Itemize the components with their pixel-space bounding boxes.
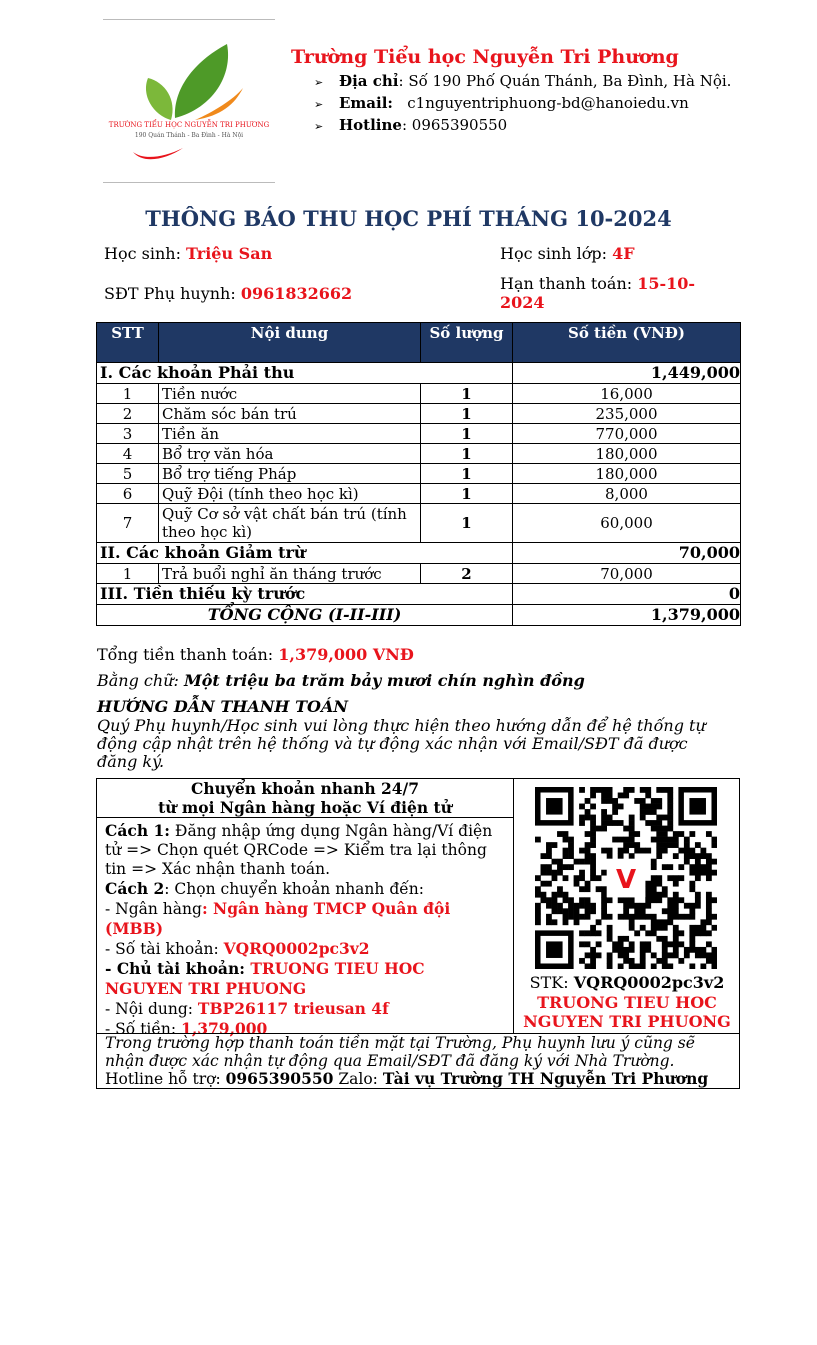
table-row	[97, 424, 741, 444]
row-name: Tiền nước	[159, 384, 421, 404]
row-stt: 5	[97, 464, 159, 484]
student-class: 4F	[612, 244, 635, 263]
owner-value: TRUONG TIEU HOC NGUYEN TRI PHUONG	[105, 959, 425, 998]
col-qty: Số lượng	[421, 323, 513, 363]
arrow-bullet-icon: ➢	[314, 98, 324, 111]
transfer-steps	[105, 821, 507, 1039]
section-total: 1,449,000	[513, 363, 741, 384]
transfer-header-line1: Chuyển khoản nhanh 24/7	[191, 779, 419, 798]
row-name: Quỹ Đội (tính theo học kì)	[159, 484, 421, 504]
total-payment-value: 1,379,000 VNĐ	[278, 645, 414, 664]
due-date-label: Hạn thanh toán:	[500, 274, 638, 293]
arrow-bullet-icon: ➢	[314, 76, 324, 89]
row-stt: 7	[97, 504, 159, 543]
section-label: II. Các khoản Giảm trừ	[97, 543, 513, 564]
owner-line	[105, 959, 507, 999]
logo-subtext: 190 Quán Thánh - Ba Đình - Hà Nội	[134, 132, 244, 139]
school-logo	[103, 19, 275, 183]
hotline-support-label: Hotline hỗ trợ:	[105, 1070, 226, 1088]
table-row	[97, 404, 741, 424]
qr-account-line	[514, 973, 740, 993]
svg-text:V: V	[615, 865, 637, 895]
row-stt: 3	[97, 424, 159, 444]
table-row	[97, 444, 741, 464]
address-line	[314, 72, 731, 90]
table-row	[97, 504, 741, 543]
amount-value: 1,379,000	[181, 1019, 268, 1038]
row-amount: 235,000	[513, 404, 741, 424]
qr-stk-value: VQRQ0002pc3v2	[573, 973, 725, 992]
hotline-value: : 0965390550	[401, 116, 508, 134]
parent-phone: 0961832662	[240, 284, 353, 303]
hotline-support-value: 0965390550	[225, 1069, 334, 1088]
step-1	[105, 821, 507, 879]
row-stt: 1	[97, 384, 159, 404]
row-amount: 70,000	[513, 564, 741, 584]
hotline-label: Hotline	[339, 116, 402, 134]
row-qty: 1	[421, 424, 513, 444]
table-row	[97, 384, 741, 404]
section-total: 70,000	[513, 543, 741, 564]
student-name: Triệu San	[186, 244, 273, 263]
row-amount: 16,000	[513, 384, 741, 404]
row-stt: 4	[97, 444, 159, 464]
account-value: VQRQ0002pc3v2	[223, 939, 370, 958]
qr-owner: TRUONG TIEU HOC NGUYEN TRI PHUONG	[523, 992, 731, 1031]
section-total: 0	[513, 584, 741, 605]
hotline-line	[314, 116, 507, 134]
bank-line	[105, 899, 507, 939]
row-name: Tiền ăn	[159, 424, 421, 444]
amount-in-words-value: Một triệu ba trăm bảy mươi chín nghìn đồng	[183, 671, 585, 690]
row-qty: 1	[421, 444, 513, 464]
bank-label: - Ngân hàng	[105, 900, 202, 918]
step-1-label: Cách 1:	[105, 821, 170, 840]
student-name-label: Học sinh:	[104, 244, 187, 263]
col-stt: STT	[97, 323, 159, 363]
logo-text: TRƯỜNG TIỂU HỌC NGUYỄN TRI PHƯƠNG	[108, 121, 270, 129]
row-qty: 1	[421, 384, 513, 404]
total-payment-label: Tổng tiền thanh toán:	[97, 645, 279, 664]
row-name: Chăm sóc bán trú	[159, 404, 421, 424]
cash-payment-note: Trong trường hợp thanh toán tiền mặt tại Trường, Phụ huynh lưu ý cũng sẽ nhận được xác nhận tự động qua Email/SĐT đã đăng ký với Nhà Trường.	[105, 1034, 695, 1070]
transfer-header-line2: từ mọi Ngân hàng hoặc Ví điện tử	[158, 798, 452, 817]
due-date-line	[500, 274, 730, 312]
section-label: III. Tiền thiếu kỳ trước	[97, 584, 513, 605]
row-stt: 1	[97, 564, 159, 584]
account-label: - Số tài khoản:	[105, 940, 224, 958]
due-date: 15-10-2024	[500, 274, 696, 312]
step-2-text: : Chọn chuyển khoản nhanh đến:	[164, 880, 424, 898]
payment-footer	[97, 1033, 739, 1088]
zalo-label: Zalo:	[333, 1070, 383, 1088]
email-line	[314, 94, 689, 112]
support-line	[105, 1070, 731, 1088]
row-amount: 8,000	[513, 484, 741, 504]
amount-in-words-label: Bằng chữ:	[97, 671, 184, 690]
row-qty: 1	[421, 464, 513, 484]
student-class-label: Học sinh lớp:	[500, 244, 613, 263]
email-label: Email:	[339, 94, 393, 112]
row-name: Bổ trợ văn hóa	[159, 444, 421, 464]
grand-total-row	[97, 605, 741, 626]
content-value: TBP26117 trieusan 4f	[197, 999, 389, 1018]
zalo-value: Tài vụ Trường TH Nguyễn Tri Phương	[382, 1069, 709, 1088]
row-stt: 6	[97, 484, 159, 504]
student-name-line	[104, 244, 272, 263]
arrow-bullet-icon: ➢	[314, 120, 324, 133]
account-line	[105, 939, 507, 959]
row-qty: 1	[421, 404, 513, 424]
section-receivables	[97, 363, 741, 384]
section-deductions	[97, 543, 741, 564]
col-content: Nội dung	[159, 323, 421, 363]
content-line	[105, 999, 507, 1019]
payment-guide-title: HƯỚNG DẪN THANH TOÁN	[97, 697, 348, 716]
section-previous-debt	[97, 584, 741, 605]
qr-caption	[514, 973, 740, 1032]
content-label: - Nội dung:	[105, 1000, 198, 1018]
page-title: THÔNG BÁO THU HỌC PHÍ THÁNG 10-2024	[145, 206, 672, 231]
grand-total-value: 1,379,000	[513, 605, 741, 626]
amount-in-words-line	[97, 671, 585, 690]
row-qty: 1	[421, 504, 513, 543]
step-2	[105, 879, 507, 899]
address-label: Địa chỉ	[339, 72, 399, 90]
email-value[interactable]: c1nguyentriphuong-bd@hanoiedu.vn	[407, 94, 689, 112]
qr-stk-label: STK:	[529, 973, 574, 992]
owner-label: - Chủ tài khoản:	[105, 959, 251, 978]
section-label: I. Các khoản Phải thu	[97, 363, 513, 384]
table-row	[97, 564, 741, 584]
payment-instructions-box	[96, 778, 740, 1089]
address-value: : Số 190 Phố Quán Thánh, Ba Đình, Hà Nội.	[398, 72, 732, 90]
row-amount: 180,000	[513, 444, 741, 464]
row-amount: 180,000	[513, 464, 741, 484]
amount-label: - Số tiền:	[105, 1020, 182, 1038]
row-stt: 2	[97, 404, 159, 424]
fee-table	[96, 322, 741, 626]
table-row	[97, 464, 741, 484]
row-name: Trả buổi nghỉ ăn tháng trước	[159, 564, 421, 584]
qr-code[interactable]	[535, 787, 717, 969]
table-header-row	[97, 323, 741, 363]
table-row	[97, 484, 741, 504]
row-name: Bổ trợ tiếng Pháp	[159, 464, 421, 484]
school-name: Trường Tiểu học Nguyễn Tri Phương	[291, 46, 679, 68]
row-name: Quỹ Cơ sở vật chất bán trú (tính theo học kì)	[159, 504, 421, 543]
row-amount: 770,000	[513, 424, 741, 444]
row-amount: 60,000	[513, 504, 741, 543]
row-qty: 2	[421, 564, 513, 584]
bank-value: : Ngân hàng TMCP Quân đội (MBB)	[105, 899, 451, 938]
student-class-line	[500, 244, 635, 263]
grand-total-label: TỔNG CỘNG (I-II-III)	[97, 605, 513, 626]
total-payment-line	[97, 645, 414, 664]
payment-guide-text: Quý Phụ huynh/Học sinh vui lòng thực hiện theo hướng dẫn để hệ thống tự động cập nhật trên hệ thống và tự động xác nhận với Email/SĐT đã được đăng ký.	[97, 716, 706, 771]
row-qty: 1	[421, 484, 513, 504]
qr-panel	[514, 779, 740, 1033]
step-1-text: Đăng nhập ứng dụng Ngân hàng/Ví điện tử => Chọn quét QRCode => Kiểm tra lại thông tin => Xác nhận thanh toán.	[105, 822, 493, 878]
parent-phone-label: SĐT Phụ huynh:	[104, 284, 241, 303]
transfer-instructions	[97, 779, 514, 1038]
step-2-label: Cách 2	[105, 879, 165, 898]
parent-phone-line	[104, 284, 352, 303]
col-amount: Số tiền (VNĐ)	[513, 323, 741, 363]
transfer-header	[97, 779, 513, 818]
